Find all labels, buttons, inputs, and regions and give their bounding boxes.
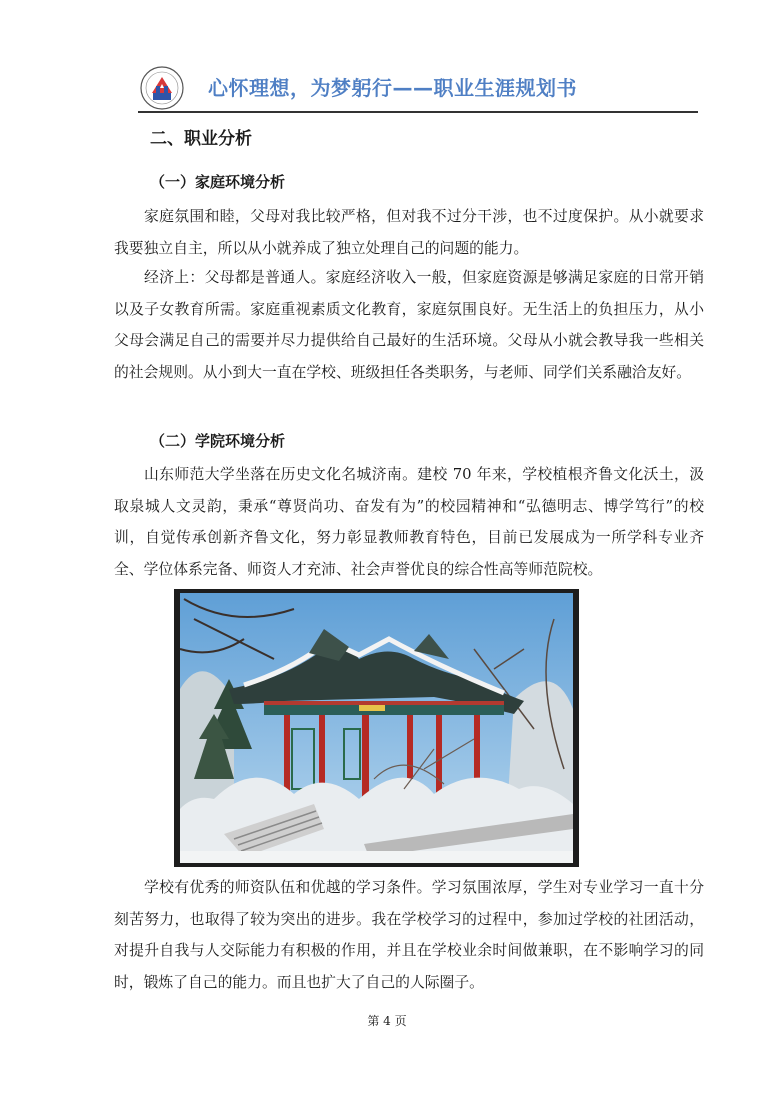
snowy-pavilion-photo — [174, 589, 579, 867]
college-paragraph-2: 学校有优秀的师资队伍和优越的学习条件。学习氛围浓厚，学生对专业学习一直十分刻苦努力，也取得了较为突出的进步。我在学校学习的过程中，参加过学校的社团活动，对提升自我与人交际能力有积极的作用，并且在学校业余时间做兼职，在不影响学习的同时，锻炼了自己的能力。而且也扩大了自己的人际圈子。 — [114, 879, 704, 991]
college-paragraph-1: 山东师范大学坐落在历史文化名城济南。建校 70 年来，学校植根齐鲁文化沃土，汲取泉城人文灵韵，秉承“尊贤尚功、奋发有为”的校园精神和“弘德明志、博学笃行”的校训，自觉传承创新齐鲁文化，努力彰显教师教育特色，目前已发展成为一所学科专业齐全、学位体系完备、师资人才充沛、社会声誉优良的综合性高等师范院校。 — [114, 466, 704, 578]
section-heading: 二、职业分析 — [150, 129, 252, 149]
header-divider — [138, 111, 698, 113]
college-heading: （二）学院环境分析 — [150, 432, 286, 450]
page-number: 第 4 页 — [367, 1014, 407, 1028]
family-paragraph-1: 家庭氛围和睦，父母对我比较严格，但对我不过分干涉，也不过度保护。从小就要求我要独立自主，所以从小就养成了独立处理自己的问题的能力。 — [114, 208, 704, 257]
family-heading: （一）家庭环境分析 — [150, 173, 286, 191]
header-title: 心怀理想，为梦躬行——职业生涯规划书 — [208, 76, 577, 100]
university-logo-icon — [140, 66, 184, 110]
page-header — [138, 60, 698, 112]
family-paragraph-2: 经济上：父母都是普通人。家庭经济收入一般，但家庭资源是够满足家庭的日常开销以及子女教育所需。家庭重视素质文化教育，家庭氛围良好。无生活上的负担压力，从小父母会满足自己的需要并尽力提供给自己最好的生活环境。父母从小就会教导我一些相关的社会规则。从小到大一直在学校、班级担任各类职务，与老师、同学们关系融洽友好。 — [114, 269, 704, 381]
